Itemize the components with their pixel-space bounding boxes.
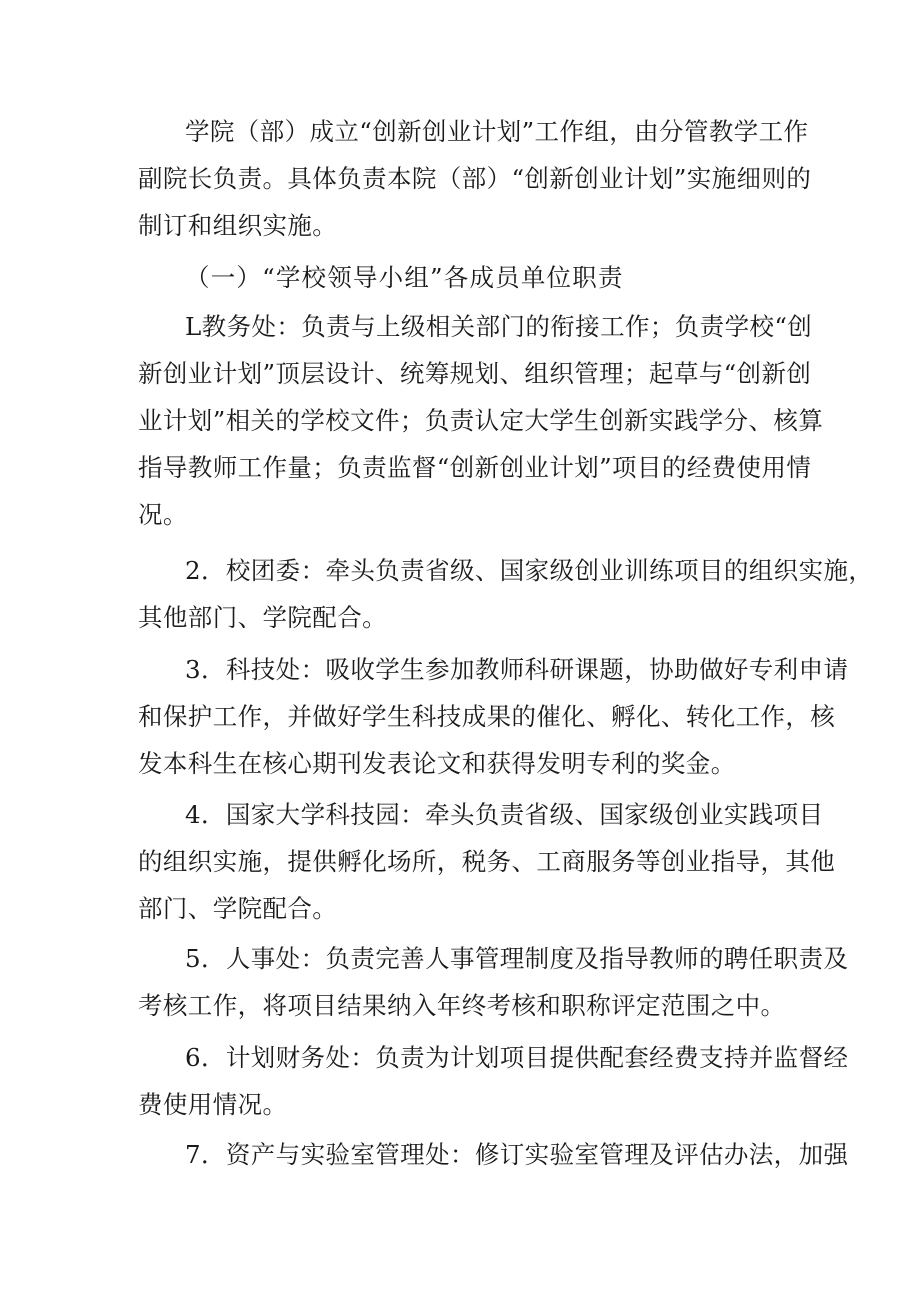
item-5-line-2: 考核工作，将项目结果纳入年终考核和职称评定范围之中。 (138, 991, 786, 1020)
item-3-line-1: 3．科技处：吸收学生参加教师科研课题，协助做好专利申请 (185, 655, 849, 684)
section-heading: （一）“学校领导小组”各成员单位职责 (185, 263, 624, 292)
intro-line-2: 副院长负责。具体负责本院（部）“创新创业计划”实施细则的 (138, 164, 812, 193)
item-6-line-1: 6．计划财务处：负责为计划项目提供配套经费支持并监督经 (185, 1043, 849, 1072)
item-3-line-2: 和保护工作，并做好学生科技成果的催化、孵化、转化工作，核 (138, 702, 836, 731)
item-4-line-1: 4．国家大学科技园：牵头负责省级、国家级创业实践项目 (185, 800, 824, 829)
item-3-line-3: 发本科生在核心期刊发表论文和获得发明专利的奖金。 (138, 749, 736, 778)
item-1-line-4: 指导教师工作量；负责监督“创新创业计划”项目的经费使用情 (138, 453, 812, 482)
item-7-line-1: 7．资产与实验室管理处：修订实验室管理及评估办法，加强 (185, 1140, 849, 1169)
item-2-line-2: 其他部门、学院配合。 (138, 603, 387, 632)
item-6-line-2: 费使用情况。 (138, 1090, 288, 1119)
item-4-line-2: 的组织实施，提供孵化场所，税务、工商服务等创业指导，其他 (138, 847, 836, 876)
item-1-line-5: 况。 (138, 500, 188, 529)
item-1-line-2: 新创业计划”顶层设计、统筹规划、组织管理；起草与“创新创 (138, 359, 812, 388)
item-1-line-3: 业计划”相关的学校文件；负责认定大学生创新实践学分、核算 (138, 406, 824, 435)
item-2-line-1: 2．校团委：牵头负责省级、国家级创业训练项目的组织实施， (185, 556, 874, 585)
item-4-line-3: 部门、学院配合。 (138, 894, 338, 923)
intro-line-1: 学院（部）成立“创新创业计划”工作组，由分管教学工作 (185, 117, 809, 146)
intro-line-3: 制订和组织实施。 (138, 211, 338, 240)
item-5-line-1: 5．人事处：负责完善人事管理制度及指导教师的聘任职责及 (185, 944, 849, 973)
item-1-line-1: L教务处：负责与上级相关部门的衔接工作；负责学校“创 (185, 312, 813, 341)
